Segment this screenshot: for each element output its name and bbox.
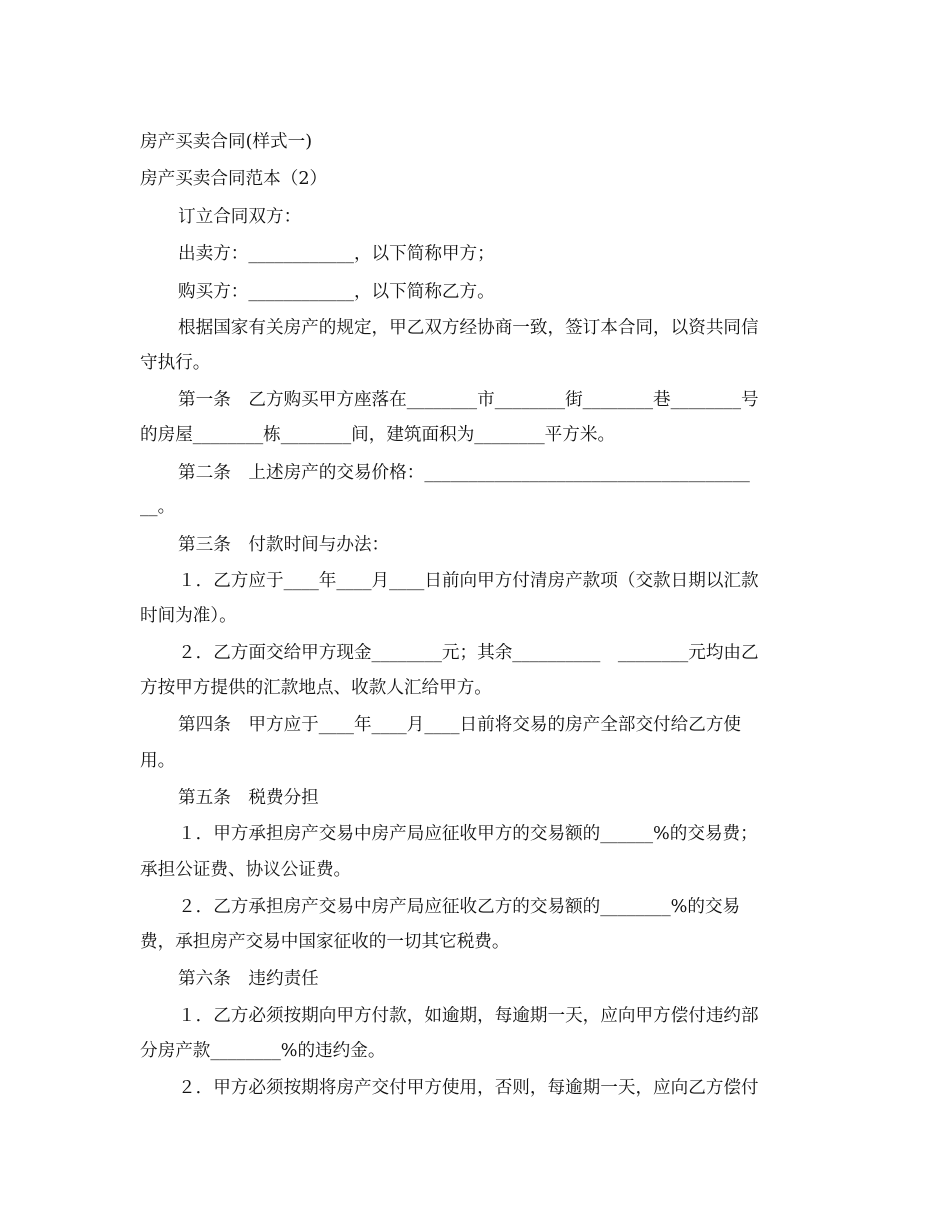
paragraph-line: 第一条 乙方购买甲方座落在________市________街________巷________号 (178, 390, 759, 410)
paragraph-line: __。 (140, 497, 176, 517)
paragraph-line: 第二条 上述房产的交易价格：_____________________________________ (178, 463, 750, 483)
paragraph-line: 第六条 违约责任 (178, 969, 319, 989)
paragraph-line: 订立合同双方： (178, 207, 302, 227)
paragraph-line: 购买方：____________，以下简称乙方。 (178, 282, 495, 302)
paragraph-line: 的房屋________栋________间，建筑面积为________平方米。 (140, 425, 616, 445)
paragraph-line: 第四条 甲方应于____年____月____日前将交易的房产全部交付给乙方使 (178, 715, 742, 735)
paragraph-line: 分房产款________%的违约金。 (140, 1041, 386, 1061)
paragraph-line: 用。 (140, 751, 176, 771)
paragraph-line: １．乙方必须按期向甲方付款，如逾期，每逾期一天，应向甲方偿付违约部 (178, 1006, 759, 1026)
paragraph-line: 费，承担房产交易中国家征收的一切其它税费。 (140, 932, 510, 952)
paragraph-line: ２．乙方承担房产交易中房产局应征收乙方的交易额的________%的交易 (178, 897, 741, 917)
paragraph-line: 时间为准）。 (140, 606, 237, 626)
paragraph-line: 出卖方：____________，以下简称甲方； (178, 244, 495, 264)
paragraph-line: ２．乙方面交给甲方现金________元；其余__________ ________元均由乙 (178, 643, 759, 663)
paragraph-line: 第三条 付款时间与办法： (178, 535, 390, 555)
paragraph-line: 第五条 税费分担 (178, 788, 319, 808)
paragraph-line: １．乙方应于____年____月____日前向甲方付清房产款项（交款日期以汇款 (178, 571, 759, 591)
paragraph-line: 守执行。 (140, 353, 211, 373)
paragraph-line: 根据国家有关房产的规定，甲乙双方经协商一致，签订本合同，以资共同信 (178, 318, 759, 338)
document-title: 房产买卖合同(样式一) (140, 132, 313, 152)
paragraph-line: 承担公证费、协议公证费。 (140, 860, 352, 880)
paragraph-line: 方按甲方提供的汇款地点、收款人汇给甲方。 (140, 678, 492, 698)
document-subtitle: 房产买卖合同范本（2） (140, 169, 328, 189)
paragraph-line: ２．甲方必须按期将房产交付甲方使用，否则，每逾期一天，应向乙方偿付 (178, 1078, 759, 1098)
paragraph-line: １．甲方承担房产交易中房产局应征收甲方的交易额的______%的交易费； (178, 824, 758, 844)
